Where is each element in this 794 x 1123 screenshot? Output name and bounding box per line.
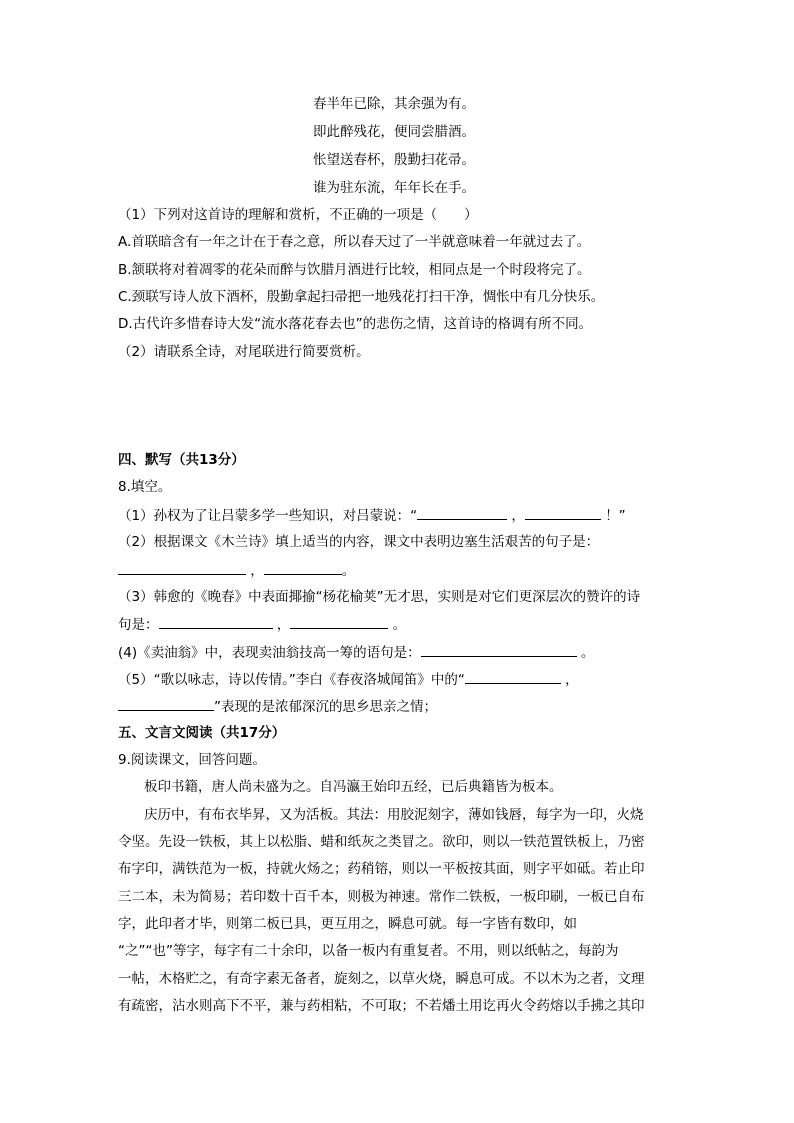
item-end: ！” (605, 508, 626, 524)
question-8: 8.填空。 (118, 479, 172, 495)
fill-item-3: （3）韩愈的《晚春》中表面揶揄“杨花榆荚”无才思，实则是对它们更深层次的赞许的诗 (118, 589, 641, 605)
fill-item-5-cont (118, 697, 437, 716)
fill-item-2: （2）根据课文《木兰诗》填上适当的内容，课文中表明边塞生活艰苦的句子是： (118, 534, 600, 550)
answer-blank[interactable] (417, 506, 507, 520)
passage-line-2: 庆历中，有布衣毕昇，又为活板。其法：用胶泥刻字，薄如钱唇，每字为一印，火烧 (144, 807, 644, 823)
fill-item-1 (118, 506, 626, 525)
passage-line-1: 板印书籍，唐人尚未盛为之。自冯瀛王始印五经，已后典籍皆为板本。 (144, 779, 563, 795)
option-c: C.颈联写诗人放下酒杯，殷勤拿起扫帚把一地残花打扫干净，惆怅中有几分快乐。 (118, 289, 605, 305)
poem-line-2: 即此醉残花，便同尝腊酒。 (313, 124, 475, 140)
separator: ， (565, 672, 579, 688)
separator: ， (511, 508, 525, 524)
fill-item-4-text: (4)《卖油翁》中，表现卖油翁技高一筹的语句是： (118, 645, 421, 661)
separator: ， (250, 563, 264, 579)
poem-line-3: 怅望送春杯，殷勤扫花帚。 (313, 152, 475, 168)
question-7-1: （1）下列对这首诗的理解和赏析，不正确的一项是（ ） (118, 207, 478, 223)
answer-blank[interactable] (290, 615, 388, 629)
question-9: 9.阅读课文，回答问题。 (118, 752, 266, 768)
poem-line-1: 春半年已除，其余强为有。 (313, 96, 475, 112)
fill-item-5-text: （5）“歌以咏志，诗以传情。”李白《春夜洛城闻笛》中的“ (118, 672, 465, 688)
poem-line-4: 谁为驻东流，年年长在手。 (313, 180, 475, 196)
passage-line-4: 布字印，满铁范为一板，持就火炀之；药稍镕，则以一平板按其面，则字平如砥。若止印 (118, 861, 645, 877)
answer-blank[interactable] (118, 561, 246, 575)
section-5-heading: 五、文言文阅读（共17分） (118, 725, 286, 741)
passage-line-9: 有疏密，沾水则高下不平，兼与药相粘，不可取；不若燔土用讫再火令药熔以手拂之其印 (118, 998, 645, 1014)
item-end: 。 (580, 645, 595, 661)
answer-blank[interactable] (118, 697, 214, 711)
passage-line-6: 字，此印者才毕，则第二板已具，更互用之，瞬息可就。每一字皆有数印，如 (118, 916, 577, 932)
option-d: D.古代许多惜春诗大发“流水落花春去也”的悲伤之情，这首诗的格调有所不同。 (118, 316, 593, 332)
section-4-heading: 四、默写（共13分） (118, 452, 245, 468)
passage-line-7: “之”“也”等字，每字有二十余印，以备一板内有重复者。不用，则以纸帖之，每韵为 (118, 943, 619, 959)
item-end: 。 (341, 563, 356, 579)
option-a: A.首联暗含有一年之计在于春之意，所以春天过了一半就意味着一年就过去了。 (118, 234, 591, 250)
option-b: B.颔联将对着凋零的花朵而醉与饮腊月酒进行比较，相同点是一个时段将完了。 (118, 262, 591, 278)
question-7-2: （2）请联系全诗，对尾联进行简要赏析。 (118, 344, 370, 360)
answer-blank[interactable] (264, 561, 342, 575)
answer-blank[interactable] (465, 670, 561, 684)
answer-blank[interactable] (421, 643, 577, 657)
fill-item-1-text: （1）孙权为了让吕蒙多学一些知识，对吕蒙说：“ (118, 508, 418, 524)
fill-item-4 (118, 643, 594, 662)
passage-line-3: 令坚。先设一铁板，其上以松脂、蜡和纸灰之类冒之。欲印，则以一铁范置铁板上，乃密 (118, 834, 645, 850)
answer-blank[interactable] (159, 615, 273, 629)
item-end: 。 (392, 617, 407, 633)
fill-item-5-end: ”表现的是浓郁深沉的思乡思亲之情； (214, 699, 437, 715)
fill-item-5 (118, 670, 579, 689)
fill-item-3-text: 句是： (118, 617, 159, 633)
separator: ， (276, 617, 291, 633)
passage-line-5: 三二本，未为简易；若印数十百千本，则极为神速。常作二铁板，一板印刷，一板已自布 (118, 889, 645, 905)
fill-item-2-blanks (118, 561, 355, 580)
fill-item-3-blanks (118, 615, 406, 634)
answer-blank[interactable] (525, 506, 601, 520)
passage-line-8: 一帖，木格贮之，有奇字素无备者，旋刻之，以草火烧，瞬息可成。不以木为之者，文理 (118, 971, 645, 987)
